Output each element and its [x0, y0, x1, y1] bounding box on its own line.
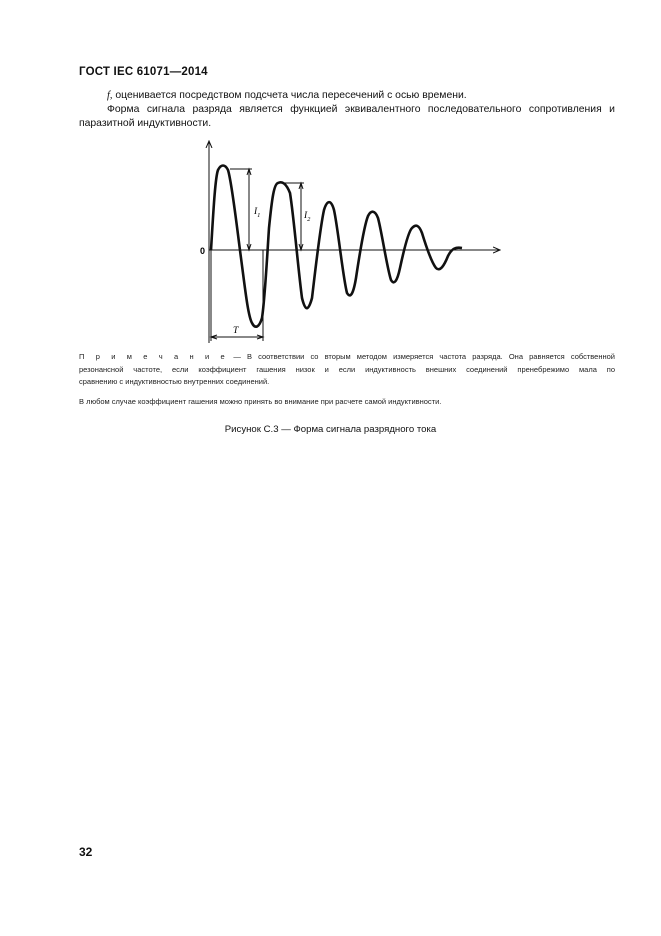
paragraph-waveform-line1: Форма сигнала разряда является функцией эквивалентного последовательного сопротивления и	[107, 104, 615, 115]
period-label: T	[233, 326, 239, 336]
i1-label	[253, 207, 260, 219]
i1-label-sub: 1	[257, 212, 261, 219]
document-header: ГОСТ IEC 61071—2014	[79, 66, 208, 78]
paragraph-frequency-text: оценивается посредством подсчета числа пересечений с осью времени.	[112, 90, 467, 101]
note-line2: резонансной частоте, если коэффициент гашения низок и если индуктивность внешних соединений пренебрежимо мала по	[79, 364, 615, 374]
note-line4: В любом случае коэффициент гашения можно принять во внимание при расчете самой индуктивности.	[79, 397, 442, 406]
origin-label: 0	[200, 246, 206, 256]
paragraph-frequency	[107, 89, 467, 103]
note-line1	[79, 351, 615, 364]
note-line3: сравнению с индуктивностью внутренних соединений.	[79, 377, 270, 386]
i2-label	[303, 211, 311, 223]
i2-label-main: I	[304, 211, 308, 221]
note-line1-text: — В соответствии со вторым методом измеряется частота разряда. Она равняется собственной	[227, 352, 615, 361]
figure-caption: Рисунок С.3 — Форма сигнала разрядного тока	[224, 424, 437, 435]
i2-label-sub: 2	[307, 216, 311, 223]
note-lead: П р и м е ч а н и е	[79, 352, 228, 361]
paragraph-waveform-line2: паразитной индуктивности.	[79, 118, 212, 129]
discharge-waveform-figure	[190, 138, 510, 348]
page-number: 32	[79, 845, 93, 859]
frequency-symbol: f,	[107, 90, 113, 101]
figure-note	[79, 351, 615, 389]
i1-label-main: I	[254, 207, 258, 217]
